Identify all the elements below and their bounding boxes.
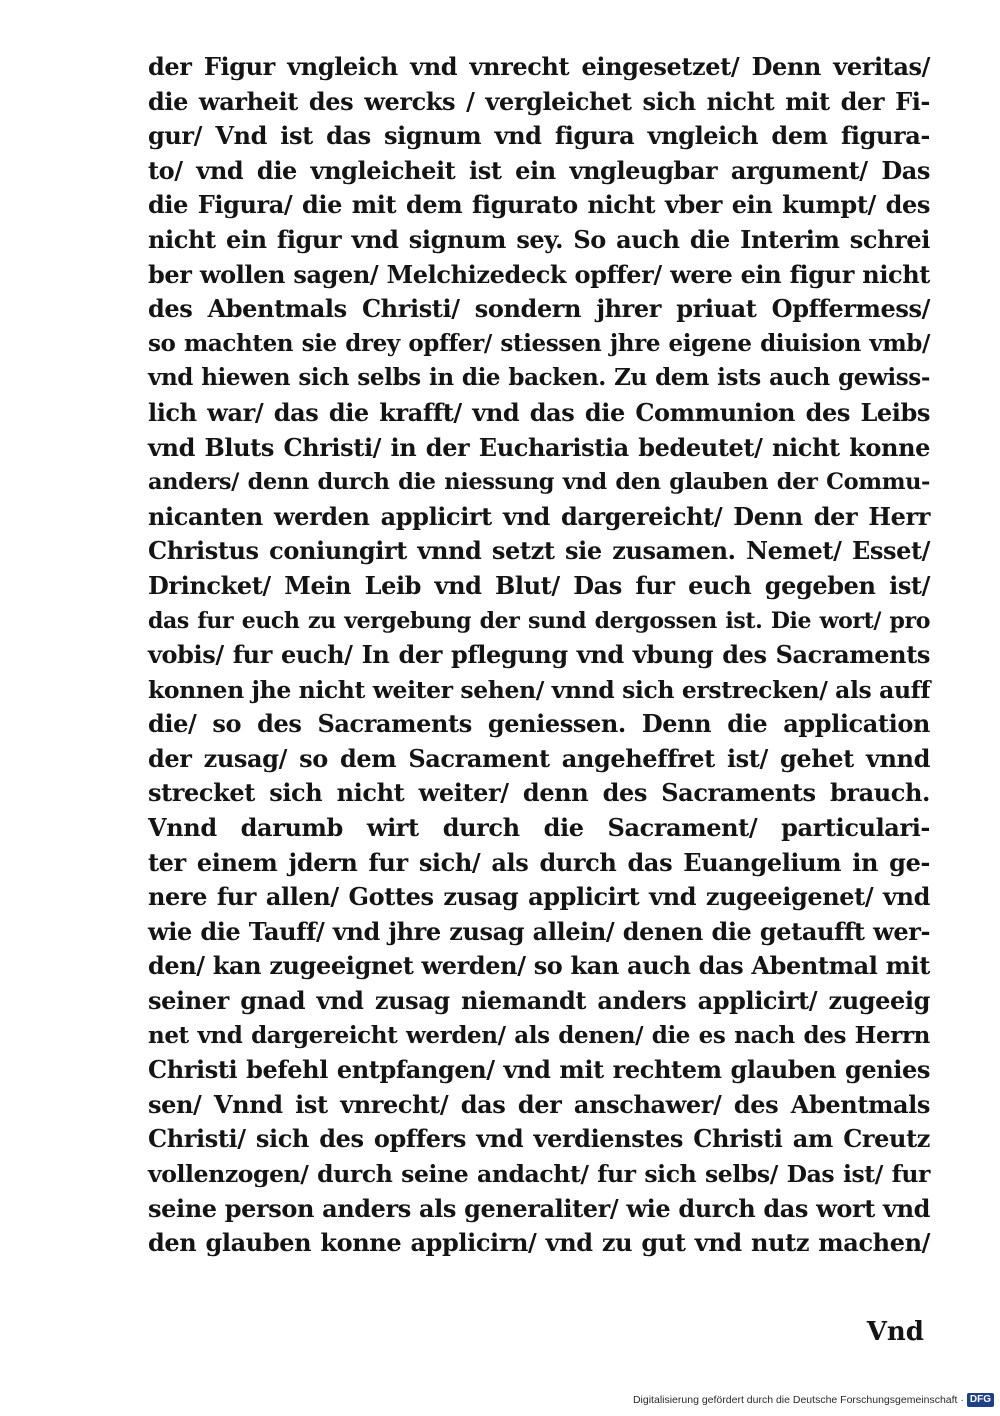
text-line: die Figura/ die mit dem figurato nicht vber ein kumpt/ des: [148, 190, 930, 220]
text-line: den/ kan zugeeignet werden/ so kan auch das Abentmal mit: [148, 951, 930, 981]
text-line: den glauben konne applicirn/ vnd zu gut vnd nutz machen/: [148, 1228, 930, 1258]
funding-note: Digitalisierung gefördert durch die Deutsche Forschungsgemeinschaft ·: [632, 1394, 964, 1406]
catchword: Vnd: [866, 1317, 924, 1347]
text-line: so machten sie drey opffer/ stiessen jhre eigene diuision vmb/: [148, 329, 930, 357]
text-line: Vnnd darumb wirt durch die Sacrament/ particulari-: [148, 813, 930, 843]
text-line: vobis/ fur euch/ In der pflegung vnd vbung des Sacraments: [148, 640, 930, 670]
text-line: lich war/ das die krafft/ vnd das die Communion des Leibs: [148, 397, 930, 427]
text-line: das fur euch zu vergebung der sund dergossen ist. Die wort/ pro: [148, 607, 930, 634]
text-line: sen/ Vnnd ist vnrecht/ das der anschawer/ des Abentmals: [148, 1089, 930, 1119]
text-line: vnd Bluts Christi/ in der Eucharistia bedeutet/ nicht konne: [148, 432, 930, 462]
text-line: nere fur allen/ Gottes zusag applicirt vnd zugeeigenet/ vnd: [148, 882, 930, 912]
page-body-text: [148, 50, 930, 1261]
text-line: Christi/ sich des opffers vnd verdienstes Christi am Creutz: [148, 1124, 930, 1154]
text-line: ter einem jdern fur sich/ als durch das Euangelium in ge-: [148, 847, 930, 877]
text-line: Christi befehl entpfangen/ vnd mit rechtem glauben genies: [148, 1055, 930, 1085]
text-line: to/ vnd die vngleicheit ist ein vngleugbar argument/ Das: [148, 155, 930, 185]
text-line: vnd hiewen sich selbs in die backen. Zu dem ists auch gewiss-: [148, 364, 930, 392]
text-line: strecket sich nicht weiter/ denn des Sacraments brauch.: [148, 778, 930, 808]
text-line: nicht ein figur vnd signum sey. So auch die Interim schrei: [148, 224, 930, 254]
text-line: net vnd dargereicht werden/ als denen/ die es nach des Herrn: [148, 1021, 930, 1049]
text-line: des Abentmals Christi/ sondern jhrer priuat Opffermess/: [148, 294, 930, 324]
text-line: seine person anders als generaliter/ wie durch das wort vnd: [148, 1193, 930, 1223]
text-line: die/ so des Sacraments geniessen. Denn die application: [148, 709, 930, 739]
text-line: vollenzogen/ durch seine andacht/ fur sich selbs/ Das ist/ fur: [148, 1160, 930, 1188]
text-line: die warheit des wercks / vergleichet sich nicht mit der Fi-: [148, 86, 930, 116]
digitization-footer: [633, 1392, 994, 1408]
text-line: Drincket/ Mein Leib vnd Blut/ Das fur euch gegeben ist/: [148, 570, 930, 600]
text-line: anders/ denn durch die niessung vnd den glauben der Commu-: [148, 469, 930, 496]
dfg-logo-icon: DFG: [967, 1393, 994, 1407]
text-line: gur/ Vnd ist das signum vnd figura vngleich dem figura-: [148, 121, 930, 151]
text-line: der zusag/ so dem Sacrament angeheffret ist/ gehet vnnd: [148, 743, 930, 773]
text-line: wie die Tauff/ vnd jhre zusag allein/ denen die getaufft wer-: [148, 916, 930, 946]
text-line: der Figur vngleich vnd vnrecht eingesetzet/ Denn veritas/: [148, 52, 930, 81]
text-line: nicanten werden applicirt vnd dargereicht/ Denn der Herr: [148, 501, 930, 531]
text-line: ber wollen sagen/ Melchizedeck opffer/ were ein figur nicht: [148, 259, 930, 289]
text-line: seiner gnad vnd zusag niemandt anders applicirt/ zugeeig: [148, 986, 930, 1016]
text-line: konnen jhe nicht weiter sehen/ vnnd sich erstrecken/ als auff: [148, 675, 931, 704]
text-line: Christus coniungirt vnnd setzt sie zusamen. Nemet/ Esset/: [148, 536, 930, 566]
